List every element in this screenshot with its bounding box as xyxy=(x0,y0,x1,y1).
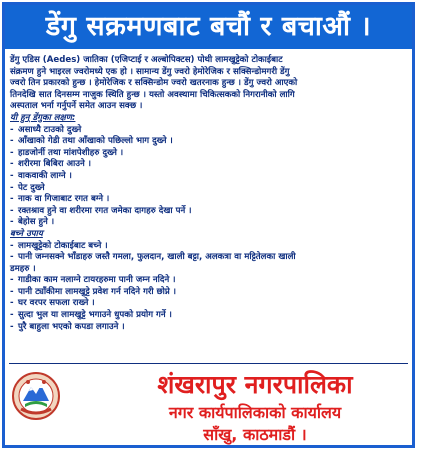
footer-divider xyxy=(9,363,408,364)
prevention-item: - घर वरपर सफला राख्ने । xyxy=(10,298,95,309)
prevention-item: - पुरै बाहुला भएको कपडा लगाउने । xyxy=(10,321,125,332)
prevention-item-continued xyxy=(10,264,410,276)
prevention-heading: बच्ने उपाय xyxy=(10,228,43,239)
symptom-text: असाध्यै टाउको दुख्ने xyxy=(18,124,82,135)
symptom-item: - असाध्यै टाउको दुख्ने xyxy=(10,124,82,135)
symptom-item: - शरीरमा बिबिरा आउने । xyxy=(10,159,91,170)
poster-body xyxy=(10,55,410,333)
prevention-text: पुरै बाहुला भएको कपडा लगाउने । xyxy=(18,321,125,332)
prevention-text: गाडीका काम नलाग्ने टायरहरुमा पानी जम्न नदिने । xyxy=(18,275,176,286)
symptom-text: नाक वा गिजाबाट रगत बग्ने । xyxy=(18,194,110,205)
prevention-text: लामखुट्टेको टोकाईबाट बच्ने । xyxy=(18,240,108,251)
symptom-text: शरीरमा बिबिरा आउने । xyxy=(18,159,91,170)
symptom-text: हाडजोर्नी तथा मांशपेशीहरु दुख्ने । xyxy=(18,147,124,158)
intro-line: तिनदेखि सात दिनसम्म नाजुक स्थिति हुन्छ । यस्तो अवस्थामा चिकित्सकको निगरानीको लागि xyxy=(10,89,295,100)
symptom-item: - पेट दुख्ने xyxy=(10,182,45,193)
intro-line: अस्पताल भर्ना गर्नुपर्ने समेत आउन सक्छ । xyxy=(10,101,143,112)
symptom-item: - नाक वा गिजाबाट रगत बग्ने । xyxy=(10,194,110,205)
symptom-item: - हाडजोर्नी तथा मांशपेशीहरु दुख्ने । xyxy=(10,147,124,158)
symptoms-heading: यी हुन् डेंगुका लक्षण: xyxy=(10,112,76,123)
prevention-item: - सुत्दा भुल या लामखुट्टे भगाउने धुपको प्रयोग गर्ने । xyxy=(10,310,172,321)
prevention-item: - पानी ट्याँकीमा लामखुट्टे प्रवेश गर्न नदिने गरी छोप्ने । xyxy=(10,286,177,297)
prevention-item: - गाडीका काम नलाग्ने टायरहरुमा पानी जम्न नदिने । xyxy=(10,275,176,286)
poster-title: डेंगु सक्रमणबाट बचौं र बचाऔं । xyxy=(5,5,412,49)
intro-line: डेंगु एडिस (Aedes) जातिका (एजिप्टाई र अल्बोपिक्टस) पोथी लामखुट्टेको टोकाईबाट xyxy=(10,55,283,65)
office-name: नगर कार्यपालिकाको कार्यालय xyxy=(168,403,342,422)
intro-line: संक्रमण हुने भाइरल ज्वरोमध्ये एक हो । सामान्य डेंगु ज्वरो हेमोरेजिक र सक्सिन्डोमगरी डेंगु xyxy=(10,66,290,77)
symptom-item: - बेहोस हुने । xyxy=(10,217,55,228)
prevention-text: डमहरु । xyxy=(10,263,36,274)
prevention-item: - लामखुट्टेको टोकाईबाट बच्ने । xyxy=(10,240,108,251)
symptom-text: वाकवाकी लाग्ने । xyxy=(18,170,72,181)
prevention-text: सुत्दा भुल या लामखुट्टे भगाउने धुपको प्रयोग गर्ने । xyxy=(18,310,172,321)
prevention-list xyxy=(10,241,410,334)
municipality-name: शंखरापुर नगरपालिका xyxy=(157,370,353,399)
symptoms-list xyxy=(10,125,410,229)
symptom-text: रक्तश्राव हुने वा शरीरमा रगत जमेका दागहरु देखा पर्ने । xyxy=(18,205,192,216)
symptom-item: - वाकवाकी लाग्ने । xyxy=(10,170,72,181)
symptom-text: आँखाको गेडी तथा आँखाको पछिल्लो भाग दुख्ने । xyxy=(18,136,173,147)
prevention-text: घर वरपर सफला राख्ने । xyxy=(18,298,95,309)
intro-line: ज्वरो तिन प्रकारको हुन्छ । हेमोरेजिक र सक्सिन्डोम ज्वरो खतरनाक हुन्छ । डेंगु ज्वरो आएको xyxy=(10,78,298,89)
symptom-item: - आँखाको गेडी तथा आँखाको पछिल्लो भाग दुख्ने । xyxy=(10,136,173,147)
office-location: साँखु, काठमाडौं । xyxy=(203,425,307,444)
prevention-text: पानी जम्नसक्ने भाँडाहरु जस्तै गमला, फुलदान, खाली बट्टा, अलकत्रा वा मट्टितेलका खाली xyxy=(18,252,296,263)
symptom-text: बेहोस हुने । xyxy=(18,217,55,228)
prevention-item: - पानी जम्नसक्ने भाँडाहरु जस्तै गमला, फुलदान, खाली बट्टा, अलकत्रा वा मट्टितेलका खाली xyxy=(10,252,296,263)
symptom-item: - रक्तश्राव हुने वा शरीरमा रगत जमेका दागहरु देखा पर्ने । xyxy=(10,205,192,216)
dengue-poster xyxy=(2,2,415,448)
nepal-government-emblem-icon xyxy=(11,371,61,421)
footer xyxy=(5,365,412,445)
prevention-text: पानी ट्याँकीमा लामखुट्टे प्रवेश गर्न नदिने गरी छोप्ने । xyxy=(18,286,177,297)
symptom-text: पेट दुख्ने xyxy=(18,182,45,193)
intro-paragraph xyxy=(10,55,410,113)
